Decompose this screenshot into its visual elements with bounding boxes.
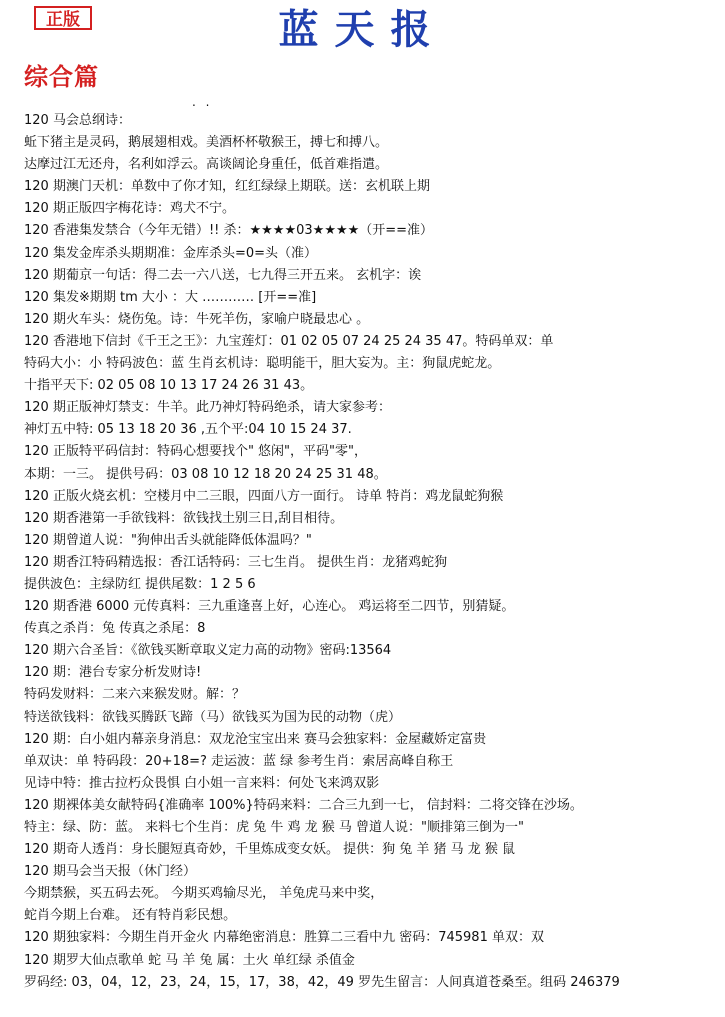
text-line: 120 期六合圣旨：《欲钱买断章取义定力高的动物》密码:13564: [24, 643, 392, 659]
text-line: 120 期正版神灯禁支：牛羊。此乃神灯特码绝杀，请大家参考：: [24, 400, 391, 416]
text-line: 120 期马会当天报（休门经）: [24, 864, 196, 880]
text-line: 120 集发金库杀头期期准：金库杀头=0=头（准）: [24, 245, 318, 261]
text-line: 120 期曾道人说："狗伸出舌头就能降低体温吗？": [24, 532, 312, 548]
text-line: 120 期罗大仙点歌单 蛇 马 羊 兔 属：土火 单红绿 杀值金: [24, 952, 355, 968]
stray-dots: . .: [192, 95, 213, 109]
text-line: 提供波色：主绿防红 提供尾数：1 2 5 6: [24, 576, 256, 592]
text-line: 蛇肖今期上台难。 还有特肖彩民想。: [24, 908, 237, 924]
text-line: 120 期香港 6000 元传真料：三九重逢喜上好，心连心。 鸡运将至二四节，别猜疑。: [24, 599, 515, 615]
text-line: 单双诀：单 特码段：20+18=? 走运波：蓝 绿 参考生肖：索居高峰自称王: [24, 753, 454, 769]
text-line: 特码发财料：二来六来猴发财。解：？: [24, 687, 246, 703]
text-line: 120 正版火烧玄机：空楼月中二三眼，四面八方一面行。 诗单 特肖：鸡龙鼠蛇狗猴: [24, 488, 504, 504]
newspaper-title: 蓝天报: [278, 6, 447, 53]
text-line: 120 期奇人透肖：身长腿短真奇妙，千里炼成变女妖。 提供：狗 兔 羊 猪 马 龙 猴 鼠: [24, 842, 516, 858]
text-line: 120 期独家料：今期生肖开金火 内幕绝密消息：胜算二三看中九 密码：745981 单双：双: [24, 930, 544, 946]
text-line: 120 期：白小姐内幕亲身消息：双龙沧宝宝出来 赛马会独家料：金屋藏娇定富贵: [24, 731, 487, 747]
text-line: 传真之杀肖：兔 传真之杀尾：8: [24, 621, 206, 637]
text-line: 120 香港集发禁合（今年无错）!! 杀：★★★★03★★★★（开==准）: [24, 223, 434, 239]
text-line: 蚯下猪主是灵码，鹅展翅相戏。美酒杯杯敬猴王，搏七和搏八。: [24, 135, 389, 151]
text-line: 120 期正版四字梅花诗：鸡犬不宁。: [24, 201, 235, 217]
text-line: 120 期澳门天机：单数中了你才知，红红绿绿上期联。送：玄机联上期: [24, 179, 430, 195]
text-line: 十指平天下: 02 05 08 10 13 17 24 26 31 43。: [24, 378, 314, 394]
text-line: 120 期火车头：烧伤兔。诗：牛死羊伤，家喻户晓最忠心 。: [24, 311, 370, 327]
text-line: 120 期香江特码精选报：香江话特码：三七生肖。 提供生肖：龙猪鸡蛇狗: [24, 554, 448, 570]
text-line: 120 正版特平码信封：特码心想要找个" 悠闲"，平码"零"，: [24, 444, 367, 460]
text-line: 罗码经: 03，04，12，23，24，15，17，38，42，49 罗先生留言：人间真道苍桑至。组码 246379: [24, 974, 620, 990]
text-line: 神灯五中特: 05 13 18 20 36 ,五个平:04 10 15 24 37.: [24, 422, 352, 438]
text-line: 120 集发※期期 tm 大小 ：大 ………… [开==准]: [24, 289, 317, 305]
text-line: 120 期裸体美女献特码{准确率 100%}特码来料：二合三九到一七， 信封料：二将交锋在沙场。: [24, 797, 583, 813]
article-body: [24, 110, 714, 994]
text-line: 120 期：港台专家分析发财诗!: [24, 665, 202, 681]
text-line: 特码大小：小 特码波色：蓝 生肖玄机诗：聪明能干，胆大妄为。主：狗鼠虎蛇龙。: [24, 356, 501, 372]
authentic-badge: 正版: [34, 6, 92, 30]
text-line: 本期：一三。 提供号码：03 08 10 12 18 20 24 25 31 48。: [24, 466, 387, 482]
text-line: 120 香港地下信封《千王之王》：九宝莲灯：01 02 05 07 24 25 24 35 47。特码单双：单: [24, 333, 554, 349]
text-line: 120 期葡京一句话：得二去一六八送，七九得三开五来。 玄机字：诶: [24, 267, 422, 283]
text-line: 特送欲钱料：欲钱买腾跃飞蹄（马）欲钱买为国为民的动物（虎）: [24, 709, 402, 725]
text-line: 达摩过江无还舟，名利如浮云。高谈阔论身重任，低首难指遣。: [24, 157, 389, 173]
text-line: 见诗中特：推古拉朽众畏惧 白小姐一言来料：何处飞来鸿双影: [24, 775, 380, 791]
text-line: 今期禁猴，买五码去死。 今期买鸡输尽光， 羊兔虎马来中奖，: [24, 886, 384, 902]
text-line: 120 马会总纲诗：: [24, 113, 131, 128]
text-line: 120 期香港第一手欲钱料：欲钱找土别三日,刮目相待。: [24, 510, 344, 526]
section-title: 综合篇: [24, 62, 99, 91]
text-line: 特主：绿、防：蓝。 来料七个生肖：虎 兔 牛 鸡 龙 猴 马 曾道人说："顺排第三倒为一": [24, 820, 525, 835]
